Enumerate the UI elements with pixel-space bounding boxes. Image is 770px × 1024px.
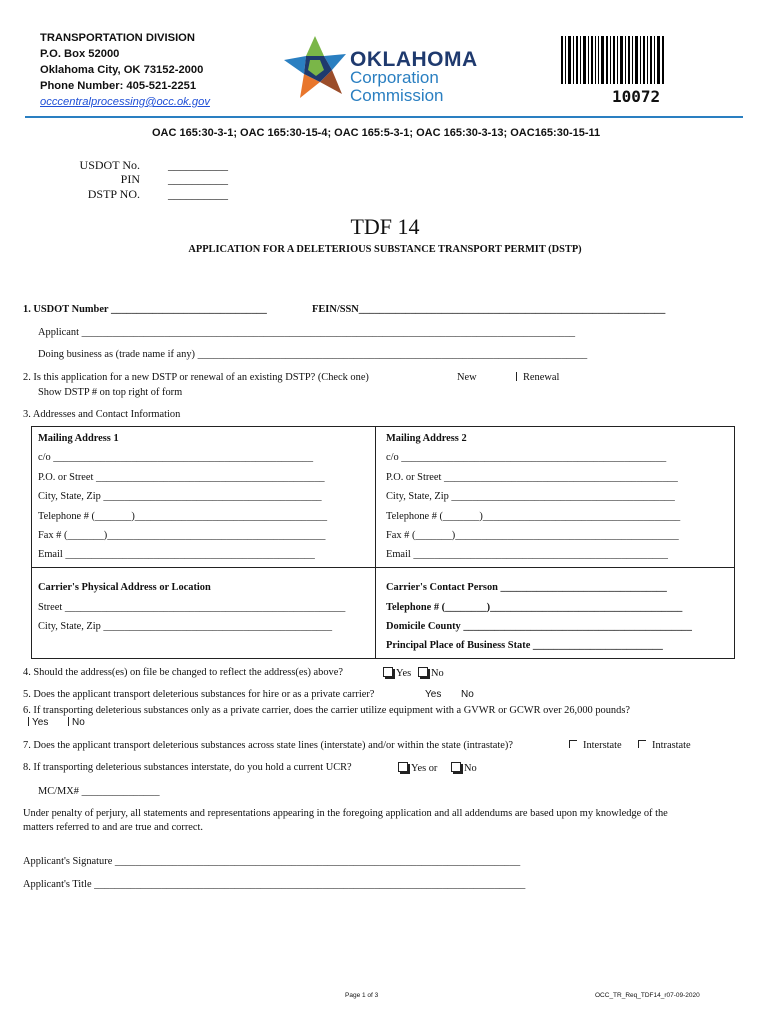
q5-no-option[interactable]: No	[461, 689, 474, 700]
q2-renewal-label: Renewal	[523, 372, 560, 383]
header-rule	[25, 116, 743, 118]
perjury-line-2: matters referred to and are true and correct.	[23, 822, 203, 833]
q1-fein[interactable]: FEIN/SSN___________________________________________________________	[312, 304, 666, 315]
q5-yes-option[interactable]: Yes	[425, 689, 442, 700]
q1-applicant[interactable]: Applicant _______________________________________________________________________________________________	[38, 327, 576, 338]
q5-question: 5. Does the applicant transport deleterious substances for hire or as a private carrier?	[23, 689, 375, 700]
q8-no-option[interactable]	[451, 762, 477, 774]
mailing1-city[interactable]: City, State, Zip __________________________________________	[38, 491, 322, 502]
q4-yes-option[interactable]	[383, 667, 411, 679]
form-id: OCC_TR_Req_TDF14_r07-09-2020	[595, 992, 700, 999]
q6-yes-option[interactable]	[28, 717, 48, 728]
table-horizontal-divider	[31, 567, 735, 568]
q4-no-option[interactable]	[418, 667, 444, 679]
q4-no-label: No	[431, 668, 444, 679]
intrastate-checkbox-icon	[638, 740, 646, 748]
q8-question: 8. If transporting deleterious substances interstate, do you hold a current UCR?	[23, 762, 352, 773]
division-name: TRANSPORTATION DIVISION	[40, 32, 195, 44]
mailing2-email[interactable]: Email _________________________________________________	[386, 549, 668, 560]
mailing1-street[interactable]: P.O. or Street ____________________________________________	[38, 472, 325, 483]
q6-yes-label: Yes	[32, 717, 49, 728]
mailing2-fax[interactable]: Fax # (_______)___________________________________________	[386, 530, 679, 541]
interstate-checkbox-icon	[569, 740, 577, 748]
q1-usdot[interactable]: 1. USDOT Number ______________________________	[23, 304, 267, 315]
logo-oklahoma: OKLAHOMA	[350, 48, 478, 71]
q6-no-label: No	[72, 717, 85, 728]
q8-yes-label: Yes or	[411, 763, 438, 774]
perjury-line-1: Under penalty of perjury, all statements and representations appearing in the foregoing application and all addendums are based upon my knowledge of the	[23, 808, 668, 819]
contact-person[interactable]: Carrier's Contact Person ________________________________	[386, 582, 667, 593]
q4-yes-label: Yes	[396, 668, 412, 679]
q2-renewal-option[interactable]	[516, 372, 559, 383]
usdot-label: USDOT No.	[79, 158, 140, 172]
physical-heading: Carrier's Physical Address or Location	[38, 582, 211, 593]
logo-commission: Commission	[350, 86, 444, 105]
form-title: TDF 14	[350, 214, 420, 239]
usdot-blank[interactable]: __________	[168, 158, 228, 172]
pin-blank[interactable]: __________	[168, 172, 228, 186]
barcode	[561, 36, 665, 84]
logo-corporation: Corporation	[350, 68, 439, 87]
q7-intrastate-option[interactable]	[638, 740, 691, 751]
mailing2-city[interactable]: City, State, Zip ___________________________________________	[386, 491, 675, 502]
mailing1-fax[interactable]: Fax # (_______)__________________________________________	[38, 530, 326, 541]
q7-intrastate-label: Intrastate	[652, 740, 691, 751]
mcmx-field[interactable]: MC/MX# _______________	[38, 786, 160, 797]
q6-yes-checkbox-icon	[28, 717, 29, 726]
mailing2-co[interactable]: c/o ___________________________________________________	[386, 452, 667, 463]
signature-field[interactable]: Applicant's Signature ______________________________________________________________________________	[23, 856, 521, 867]
q1-dba[interactable]: Doing business as (trade name if any) ___________________________________________________________________________	[38, 349, 588, 360]
dstp-blank[interactable]: __________	[168, 187, 228, 201]
form-subtitle: APPLICATION FOR A DELETERIOUS SUBSTANCE TRANSPORT PERMIT (DSTP)	[188, 244, 582, 255]
q8-yes-option[interactable]	[398, 762, 437, 774]
q7-question: 7. Does the applicant transport deleterious substances across state lines (interstate) and/or within the state (intrastate)?	[23, 740, 513, 751]
physical-street[interactable]: Street ______________________________________________________	[38, 602, 346, 613]
q4-question: 4. Should the address(es) on file be changed to reflect the address(es) above?	[23, 667, 343, 678]
q2-note: Show DSTP # on top right of form	[38, 387, 183, 398]
physical-city[interactable]: City, State, Zip ____________________________________________	[38, 621, 333, 632]
q7-interstate-label: Interstate	[583, 740, 622, 751]
renewal-checkbox-icon	[516, 372, 517, 381]
title-field[interactable]: Applicant's Title ___________________________________________________________________________________	[23, 879, 526, 890]
q8-yes-checkbox-icon	[398, 762, 408, 772]
mailing2-street[interactable]: P.O. or Street _____________________________________________	[386, 472, 678, 483]
q8-no-checkbox-icon	[451, 762, 461, 772]
contact-phone[interactable]: Telephone # (________)_____________________________________	[386, 602, 683, 613]
dstp-label: DSTP NO.	[87, 187, 140, 201]
q6-no-option[interactable]	[68, 717, 85, 728]
q4-yes-checkbox-icon	[383, 667, 393, 677]
oac-references: OAC 165:30-3-1; OAC 165:30-15-4; OAC 165:5-3-1; OAC 165:30-3-13; OAC165:30-15-11	[152, 127, 601, 139]
q2-question: 2. Is this application for a new DSTP or renewal of an existing DSTP? (Check one)	[23, 372, 369, 383]
principal-place-state[interactable]: Principal Place of Business State _________________________	[386, 640, 663, 651]
domicile-county[interactable]: Domicile County ____________________________________________	[386, 621, 692, 632]
page-number: Page 1 of 3	[345, 992, 379, 999]
mailing1-phone[interactable]: Telephone # (_______)_____________________________________	[38, 511, 328, 522]
q7-interstate-option[interactable]	[569, 740, 622, 751]
po-box: P.O. Box 52000	[40, 48, 120, 60]
phone-line: Phone Number: 405-521-2251	[40, 80, 197, 92]
email-link[interactable]: occcentralprocessing@occ.ok.gov	[40, 96, 210, 108]
q6-no-checkbox-icon	[68, 717, 69, 726]
mailing1-heading: Mailing Address 1	[38, 433, 119, 444]
q8-no-label: No	[464, 763, 477, 774]
city-line: Oklahoma City, OK 73152-2000	[40, 64, 204, 76]
q4-no-checkbox-icon	[418, 667, 428, 677]
q6-question: 6. If transporting deleterious substances only as a private carrier, does the carrier utilize equipment with a GVWR or GCWR over 26,000 pounds?	[23, 705, 630, 716]
q2-new-label: New	[457, 372, 477, 383]
mailing2-heading: Mailing Address 2	[386, 433, 467, 444]
pin-label: PIN	[120, 172, 140, 186]
table-vertical-divider	[375, 426, 376, 659]
barcode-number: 10072	[612, 87, 661, 106]
q2-new-option[interactable]	[457, 372, 477, 383]
mailing1-co[interactable]: c/o __________________________________________________	[38, 452, 314, 463]
q3-question: 3. Addresses and Contact Information	[23, 409, 181, 420]
mailing1-email[interactable]: Email ________________________________________________	[38, 549, 315, 560]
occ-logo-icon	[280, 34, 350, 104]
mailing2-phone[interactable]: Telephone # (_______)______________________________________	[386, 511, 681, 522]
